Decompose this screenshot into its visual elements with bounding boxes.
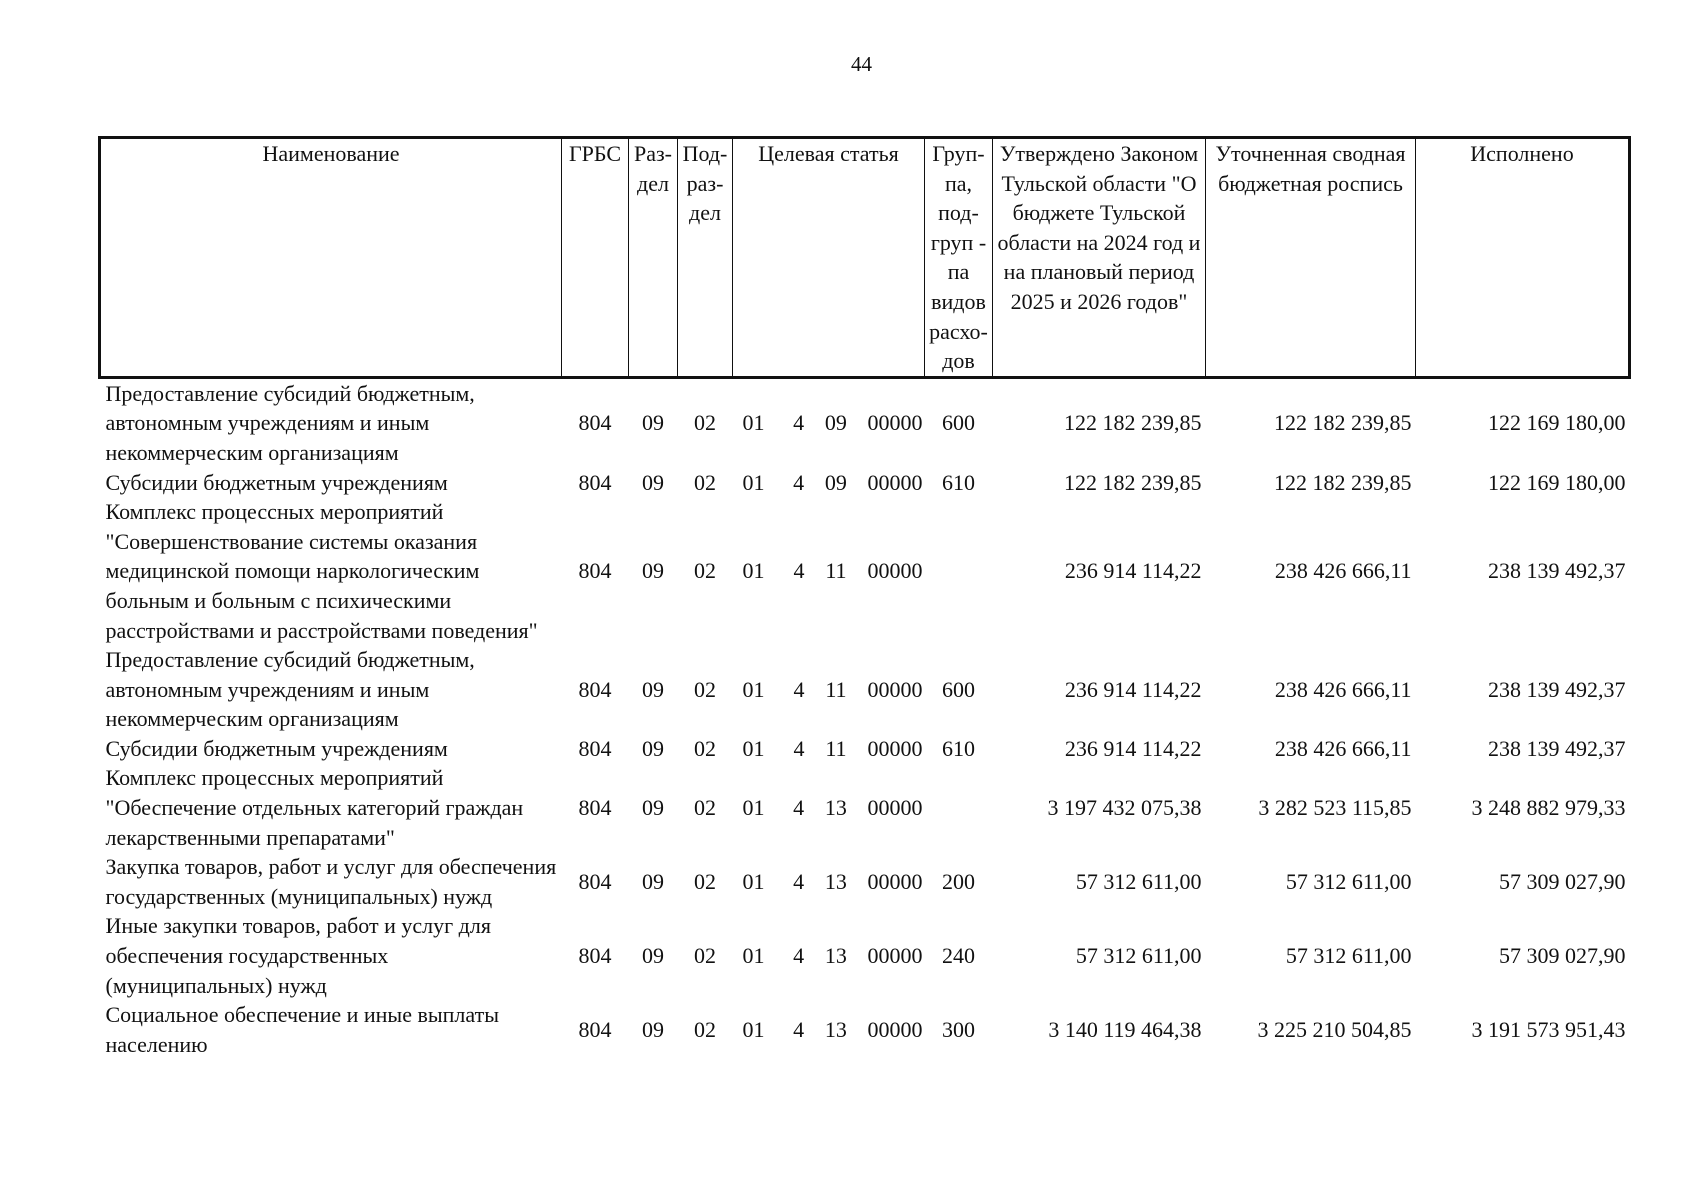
row-executed: 3 191 573 951,43 — [1471, 1017, 1626, 1043]
row-refined: 238 426 666,11 — [1274, 735, 1412, 761]
row-refined: 238 426 666,11 — [1274, 558, 1412, 584]
row-executed: 57 309 027,90 — [1499, 869, 1626, 895]
row-grbs: 804 — [578, 1017, 612, 1043]
row-name: Социальное обеспечение и иные выплаты населению — [105, 1002, 499, 1057]
row-expense-group: 300 — [942, 1017, 975, 1043]
table-body — [100, 377, 1630, 1059]
row-refined: 238 426 666,11 — [1274, 676, 1412, 702]
target-part: 00000 — [867, 795, 923, 821]
target-part: 11 — [825, 676, 847, 702]
target-part: 00000 — [867, 869, 923, 895]
row-refined: 3 282 523 115,85 — [1258, 795, 1412, 821]
target-part: 4 — [793, 410, 805, 436]
target-part: 11 — [825, 735, 847, 761]
row-name: Комплекс процессных мероприятий "Обеспечение отдельных категорий граждан лекарственными препаратами" — [105, 765, 524, 850]
table-row — [100, 911, 1630, 1000]
row-refined: 57 312 611,00 — [1285, 869, 1412, 895]
target-part: 4 — [793, 558, 805, 584]
row-expense-group — [925, 763, 993, 852]
target-part: 01 — [742, 735, 765, 761]
row-razdel: 09 — [642, 676, 664, 702]
row-podrazdel: 02 — [694, 410, 716, 436]
target-part: 00000 — [867, 943, 923, 969]
row-podrazdel: 02 — [694, 558, 716, 584]
row-grbs: 804 — [578, 795, 612, 821]
header-target: Целевая статья — [733, 138, 925, 378]
target-part: 11 — [825, 558, 847, 584]
target-part: 4 — [793, 943, 805, 969]
row-name: Субсидии бюджетным учреждениям — [105, 735, 448, 761]
table-row — [100, 645, 1630, 734]
row-name: Предоставление субсидий бюджетным, автономным учреждениям и иным некоммерческим организациям — [105, 380, 475, 465]
target-part: 01 — [742, 469, 765, 495]
header-group: Груп-па, под-груп - па видов расхо-дов — [925, 138, 993, 378]
row-grbs: 804 — [578, 558, 612, 584]
target-part: 4 — [793, 795, 805, 821]
row-expense-group: 610 — [942, 469, 975, 495]
row-podrazdel: 02 — [694, 469, 716, 495]
row-name: Субсидии бюджетным учреждениям — [105, 469, 448, 495]
row-approved: 122 182 239,85 — [1064, 469, 1202, 495]
table-row — [100, 734, 1630, 764]
target-part: 00000 — [867, 1017, 923, 1043]
row-grbs: 804 — [578, 943, 612, 969]
row-expense-group: 600 — [942, 676, 975, 702]
target-part: 13 — [824, 869, 847, 895]
row-expense-group: 200 — [942, 869, 975, 895]
row-target-article — [733, 1000, 925, 1059]
row-razdel: 09 — [642, 943, 664, 969]
row-executed: 122 169 180,00 — [1488, 410, 1626, 436]
row-refined: 122 182 239,85 — [1274, 410, 1412, 436]
row-razdel: 09 — [642, 1017, 664, 1043]
row-target-article — [733, 377, 925, 467]
target-part: 00000 — [867, 735, 923, 761]
table-row — [100, 763, 1630, 852]
row-razdel: 09 — [642, 795, 664, 821]
row-target-article — [733, 763, 925, 852]
table-row — [100, 497, 1630, 645]
row-expense-group: 610 — [942, 735, 975, 761]
row-approved: 236 914 114,22 — [1064, 676, 1202, 702]
target-part: 01 — [742, 1017, 765, 1043]
row-razdel: 09 — [642, 410, 664, 436]
row-refined: 3 225 210 504,85 — [1257, 1017, 1412, 1043]
row-expense-group — [925, 497, 993, 645]
row-razdel: 09 — [642, 735, 664, 761]
row-target-article — [733, 911, 925, 1000]
target-part: 01 — [742, 558, 765, 584]
target-part: 00000 — [867, 676, 923, 702]
row-razdel: 09 — [642, 869, 664, 895]
row-approved: 3 197 432 075,38 — [1047, 795, 1202, 821]
header-razdel: Раз-дел — [629, 138, 678, 378]
target-part: 00000 — [867, 410, 923, 436]
target-part: 01 — [742, 410, 765, 436]
table-header — [100, 138, 1630, 378]
row-executed: 238 139 492,37 — [1488, 558, 1626, 584]
row-razdel: 09 — [642, 558, 664, 584]
target-part: 00000 — [867, 469, 923, 495]
target-part: 01 — [742, 676, 765, 702]
row-refined: 57 312 611,00 — [1285, 943, 1412, 969]
row-target-article — [733, 852, 925, 911]
row-executed: 238 139 492,37 — [1488, 676, 1626, 702]
target-part: 01 — [742, 943, 765, 969]
target-part: 4 — [793, 735, 805, 761]
target-part: 13 — [824, 795, 847, 821]
target-part: 4 — [793, 469, 805, 495]
row-podrazdel: 02 — [694, 676, 716, 702]
target-part: 4 — [793, 1017, 805, 1043]
row-target-article — [733, 734, 925, 764]
target-part: 00000 — [867, 558, 923, 584]
row-expense-group: 240 — [942, 943, 975, 969]
target-part: 13 — [824, 943, 847, 969]
row-approved: 57 312 611,00 — [1075, 943, 1202, 969]
row-executed: 122 169 180,00 — [1488, 469, 1626, 495]
row-podrazdel: 02 — [694, 869, 716, 895]
row-name: Комплекс процессных мероприятий "Совершенствование системы оказания медицинской помощи наркологическим больным и больным с психическими расстройствами и расстройствами поведения" — [105, 499, 538, 643]
row-approved: 3 140 119 464,38 — [1048, 1017, 1202, 1043]
row-podrazdel: 02 — [694, 795, 716, 821]
header-podrazdel: Под-раз-дел — [678, 138, 733, 378]
target-part: 01 — [742, 869, 765, 895]
row-podrazdel: 02 — [694, 943, 716, 969]
row-executed: 238 139 492,37 — [1488, 735, 1626, 761]
row-podrazdel: 02 — [694, 735, 716, 761]
row-approved: 236 914 114,22 — [1064, 735, 1202, 761]
header-executed: Исполнено — [1416, 138, 1630, 378]
row-grbs: 804 — [578, 735, 612, 761]
row-executed: 3 248 882 979,33 — [1471, 795, 1626, 821]
row-name: Закупка товаров, работ и услуг для обеспечения государственных (муниципальных) нужд — [105, 854, 557, 909]
table-row — [100, 1000, 1630, 1059]
header-approved: Утверждено Законом Тульской области "О бюджете Тульской области на 2024 год и на плановый период 2025 и 2026 годов" — [993, 138, 1206, 378]
target-part: 01 — [742, 795, 765, 821]
row-target-article — [733, 645, 925, 734]
row-grbs: 804 — [578, 869, 612, 895]
target-part: 09 — [824, 469, 847, 495]
row-target-article — [733, 497, 925, 645]
table-row — [100, 852, 1630, 911]
row-approved: 236 914 114,22 — [1064, 558, 1202, 584]
row-approved: 122 182 239,85 — [1064, 410, 1202, 436]
header-name: Наименование — [100, 138, 562, 378]
target-part: 13 — [824, 1017, 847, 1043]
row-name: Иные закупки товаров, работ и услуг для обеспечения государственных (муниципальных) нужд — [105, 913, 491, 998]
row-grbs: 804 — [578, 676, 612, 702]
target-part: 4 — [793, 676, 805, 702]
row-target-article — [733, 468, 925, 498]
row-executed: 57 309 027,90 — [1499, 943, 1626, 969]
table-row — [100, 468, 1630, 498]
row-name: Предоставление субсидий бюджетным, автономным учреждениям и иным некоммерческим организациям — [105, 647, 475, 732]
target-part: 4 — [793, 869, 805, 895]
row-razdel: 09 — [642, 469, 664, 495]
row-refined: 122 182 239,85 — [1274, 469, 1412, 495]
header-refined: Уточненная сводная бюджетная роспись — [1206, 138, 1416, 378]
row-grbs: 804 — [578, 410, 612, 436]
target-part: 09 — [824, 410, 847, 436]
table-row — [100, 377, 1630, 467]
budget-table — [98, 136, 1631, 1059]
page-number: 44 — [851, 52, 872, 76]
row-podrazdel: 02 — [694, 1017, 716, 1043]
row-approved: 57 312 611,00 — [1075, 869, 1202, 895]
row-expense-group: 600 — [942, 410, 975, 436]
row-grbs: 804 — [578, 469, 612, 495]
header-grbs: ГРБС — [562, 138, 629, 378]
